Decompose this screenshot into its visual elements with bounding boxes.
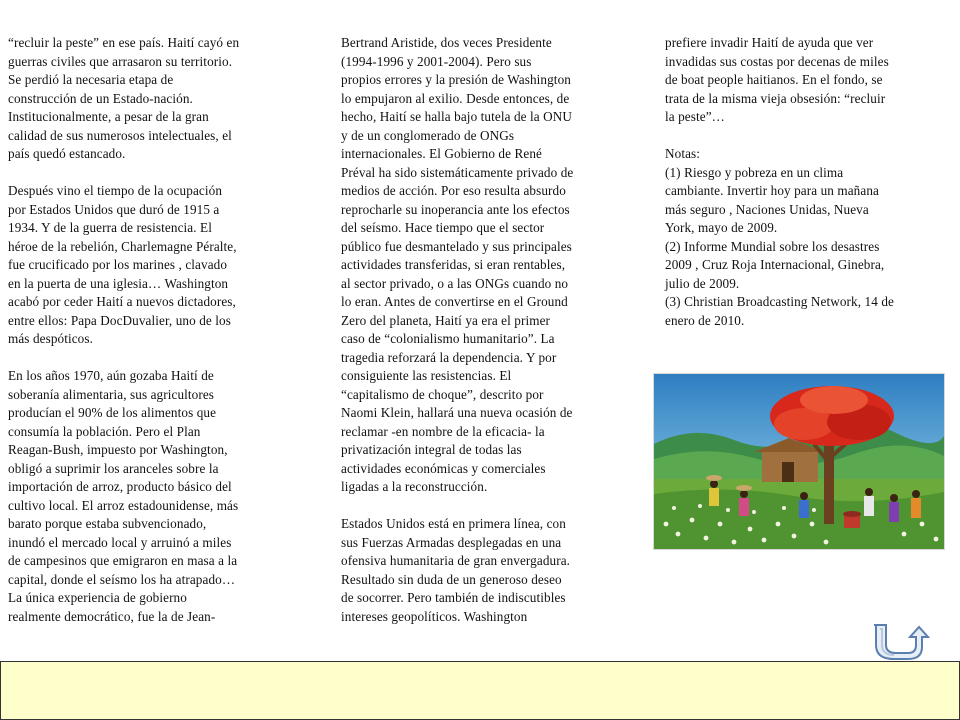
footer-bar [0, 661, 960, 720]
text-column-3 [665, 34, 950, 330]
paragraph: Estados Unidos está en primera línea, con sus Fuerzas Armadas desplegadas en una ofensiva humanitaria de gran envergadura. Resultado sin duda de un generoso deseo de socorrer. Pero también de indiscutibles intereses geopolíticos. Washington [341, 516, 571, 624]
note-item: (1) Riesgo y pobreza en un clima cambiante. Invertir hoy para un mañana más seguro , Naciones Unidas, Nueva York, mayo de 2009. [665, 164, 879, 235]
note-item: (3) Christian Broadcasting Network, 14 de enero de 2010. [665, 294, 894, 328]
return-arrow-icon [866, 621, 930, 661]
paragraph: “recluir la peste” en ese país. Haití cayó en guerras civiles que arrasaron su territorio. Se perdió la necesaria etapa de construcción de un Estado-nación. Institucionalmente, a pesar de la gran calidad de sus numerosos intelectuales, el país quedó estancado. [8, 35, 240, 161]
text-column-2 [341, 34, 621, 645]
paragraph: Después vino el tiempo de la ocupación por Estados Unidos que duró de 1915 a 1934. Y de la guerra de resistencia. El héroe de la rebelión, Charlemagne Péralte, fue crucificado por los marines , clavado en la puerta de una iglesia… Washington acabó por ceder Haití a nuevos dictadores, entre ellos: Papa DocDuvalier, uno de los más despóticos. [8, 183, 237, 346]
text-column-1 [8, 34, 298, 645]
paragraph: Bertrand Aristide, dos veces Presidente (1994-1996 y 2001-2004). Pero sus propios errores y la presión de Washington lo empujaron al exilio. Desde entonces, de hecho, Haití se halla bajo tutela de la ONU y de un conglomerado de ONGs internacionales. El Gobierno de René Préval ha sido sistemáticamente privado de medios de acción. Por eso resulta absurdo reprocharle su inoperancia ante los efectos del seísmo. Hace tiempo que el sector público fue desmantelado y sus principales actividades transferidas, si eran rentables, al sector privado, o a las ONGs cuando no lo eran. Antes de convertirse en el Ground Zero del planeta, Haití ya era el primer caso de “colonialismo humanitario”. La tragedia reforzará la dependencia. Y por consiguiente las resistencias. El “capitalismo de choque”, descrito por Naomi Klein, hallará una nueva ocasión de reclamar -en nombre de la eficacia- la privatización integral de todas las actividades económicas y comerciales ligadas a la reconstrucción. [341, 35, 574, 494]
return-arrow-button[interactable] [866, 621, 930, 661]
haitian-painting-image [653, 373, 945, 550]
paragraph: prefiere invadir Haití de ayuda que ver invadidas sus costas por decenas de miles de boat people haitianos. En el fondo, se trata de la misma vieja obsesión: “recluir la peste”… [665, 35, 889, 124]
paragraph: En los años 1970, aún gozaba Haití de soberanía alimentaria, sus agricultores producían el 90% de los alimentos que consumía la población. Pero el Plan Reagan-Bush, impuesto por Washington, obligó a suprimir los aranceles sobre la importación de arroz, producto básico del cultivo local. El arroz estadounidense, más barato porque estaba subvencionado, inundó el mercado local y arruinó a miles de campesinos que emigraron en masa a la capital, donde el seísmo los ha atrapado… La única experiencia de gobierno realmente democrático, fue la de Jean- [8, 368, 239, 624]
notes-section [665, 145, 950, 330]
notes-heading: Notas: [665, 146, 701, 161]
painting-illustration [654, 374, 944, 549]
note-item: (2) Informe Mundial sobre los desastres 2009 , Cruz Roja Internacional, Ginebra, julio de 2009. [665, 238, 885, 291]
